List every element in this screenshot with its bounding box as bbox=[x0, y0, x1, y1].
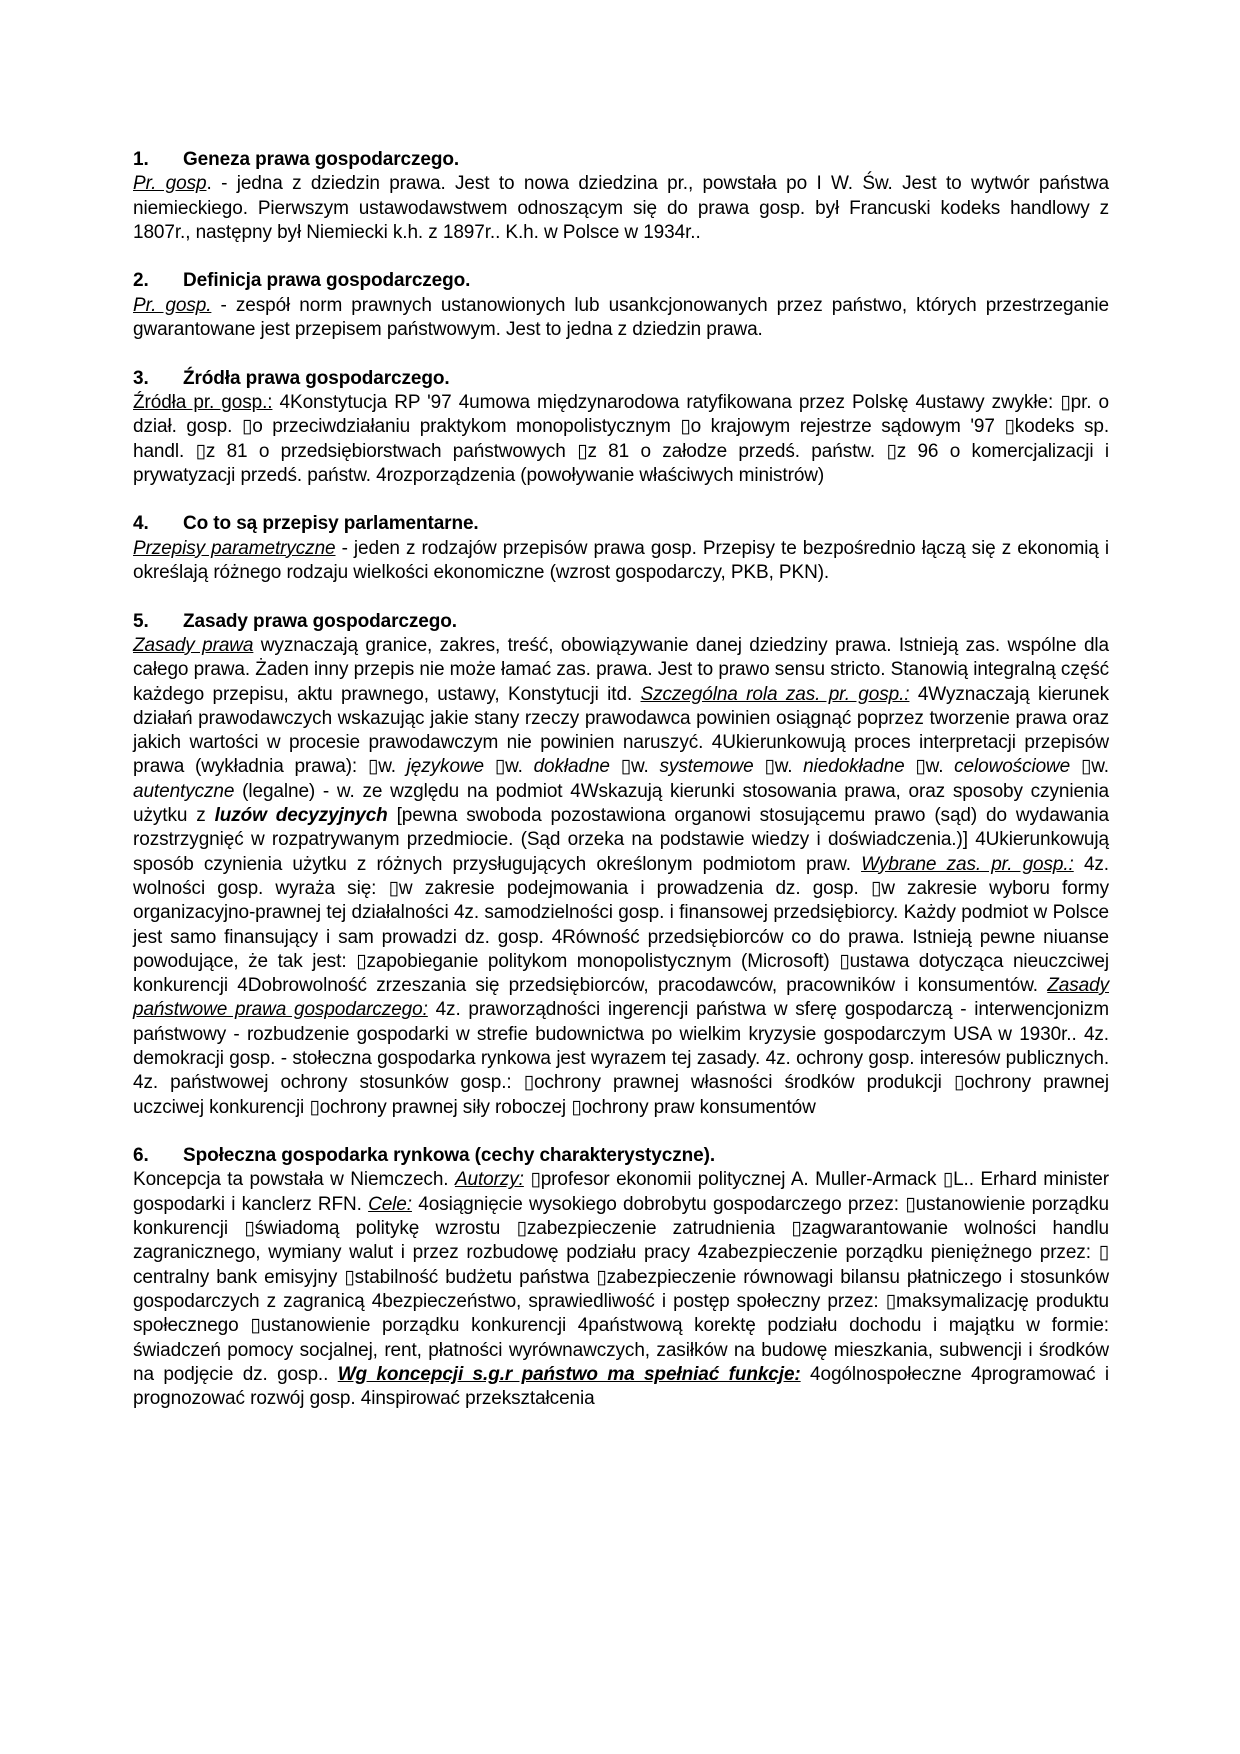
text-run: ▯w. bbox=[609, 756, 660, 778]
text-run: systemowe bbox=[659, 756, 754, 778]
section-number: 6. bbox=[133, 1145, 149, 1167]
text-run: Przepisy parametryczne bbox=[133, 537, 336, 559]
section-title: Co to są przepisy parlamentarne. bbox=[183, 513, 479, 535]
text-run: - jeden z rodzajów przepisów prawa gosp. Przepisy te bezpośrednio łączą się z ekonomią i określają różnego rodzaju wielkości ekonomiczne (wzrost gospodarczy, PKB, PKN). bbox=[133, 537, 1109, 584]
text-run: Wg koncepcji s.g.r państwo ma spełniać funkcje: bbox=[337, 1363, 801, 1385]
section bbox=[133, 269, 1109, 342]
section-paragraph bbox=[133, 391, 1109, 488]
text-run: celowościowe bbox=[954, 756, 1071, 778]
text-run: - zespół norm prawnych ustanowionych lub usankcjonowanych przez państwo, których przestrzeganie gwarantowane jest przepisem państwowym. Jest to jedna z dziedzin prawa. bbox=[133, 294, 1109, 341]
section-number: 2. bbox=[133, 270, 149, 292]
text-run: 4z. praworządności ingerencji państwa w sferę gospodarczą - interwencjonizm państwowy - rozbudzenie gospodarki w strefie budownictwa po wielkim kryzysie gospodarczym USA w 1930r.. 4z. demokracji gosp. - stołeczna gospodarka rynkowa jest wyrazem tej zasady. 4z. ochrony gosp. interesów publicznych. 4z. państwowej ochrony stosunków gosp.: ▯ochrony prawnej własności środków produkcji ▯ochrony prawnej uczciwej konkurencji ▯ochrony prawnej siły roboczej ▯ochrony praw konsumentów bbox=[133, 999, 1109, 1118]
text-run: 4Konstytucja RP '97 4umowa międzynarodowa ratyfikowana przez Polskę 4ustawy zwykłe: ▯pr. o dział. gosp. ▯o przeciwdziałaniu praktykom monopolistycznym ▯o krajowym rejestrze sądowym '97 ▯kodeks sp. handl. ▯z 81 o przedsiębiorstwach państwowych ▯z 81 o załodze przedś. państw. ▯z 96 o komercjalizacji i prywatyzacji przedś. państw. 4rozporządzenia (powoływanie właściwych ministrów) bbox=[133, 391, 1109, 486]
section-heading bbox=[133, 367, 1109, 391]
section-number: 5. bbox=[133, 610, 149, 632]
text-run: (legalne) - w. ze względu na podmiot 4Wskazują kierunki stosowania prawa, oraz sposoby czynienia użytku z bbox=[133, 780, 1109, 827]
text-run: niedokładne bbox=[803, 756, 905, 778]
section-heading bbox=[133, 148, 1109, 172]
document-page bbox=[133, 148, 1109, 1411]
text-run: ▯profesor ekonomii politycznej A. Muller-Armack ▯L.. Erhard minister gospodarki i kanclerz RFN. bbox=[133, 1169, 1109, 1215]
text-run: 4Wyznaczają kierunek działań prawodawczych wskazując jakie stany rzeczy prawodawca powinien osiągnąć poprzez tworzenie prawa oraz jakich wartości w procesie prawodawczym nie powinien naruszyć. 4Ukierunkowują proces interpretacji przepisów prawa (wykładnia prawa): ▯w. bbox=[133, 683, 1109, 778]
section-title: Źródła prawa gospodarczego. bbox=[183, 367, 450, 389]
text-run: autentyczne bbox=[133, 780, 235, 802]
text-run: Pr. gosp. bbox=[133, 294, 212, 316]
section-title: Zasady prawa gospodarczego. bbox=[183, 610, 457, 632]
section bbox=[133, 1144, 1109, 1411]
section-number: 4. bbox=[133, 513, 149, 535]
section-title: Geneza prawa gospodarczego. bbox=[183, 149, 460, 170]
section-heading bbox=[133, 269, 1109, 293]
section bbox=[133, 148, 1109, 245]
text-run: ▯w. bbox=[1070, 756, 1109, 778]
section-number: 1. bbox=[133, 149, 149, 170]
text-run: ▯w. bbox=[753, 756, 804, 778]
section-paragraph bbox=[133, 294, 1109, 343]
section-paragraph bbox=[133, 537, 1109, 586]
text-run: [pewna swoboda pozostawiona organowi stosującemu prawo (sąd) do wydawania rozstrzygnięć w rozpatrywanym przedmiocie. (Sąd orzeka na podstawie wiedzy i doświadczenia.)] 4Ukierunkowują sposób czynienia użytku z różnych przysługujących określonym podmiotom praw. bbox=[133, 805, 1109, 875]
text-run: Wybrane zas. pr. gosp.: bbox=[861, 853, 1074, 875]
section-heading bbox=[133, 1144, 1109, 1168]
text-run: Zasady państwowe prawa gospodarczego: bbox=[133, 975, 1109, 1021]
section-title: Definicja prawa gospodarczego. bbox=[183, 270, 471, 292]
text-run: . - jedna z dziedzin prawa. Jest to nowa dziedzina pr., powstała po I W. Św. Jest to wytwór państwa niemieckiego. Pierwszym ustawodawstwem odnoszącym się do prawa gosp. był Francuski kodeks handlowy z 1807r., następny był Niemiecki k.h. z 1897r.. K.h. w Polsce w 1934r.. bbox=[133, 173, 1109, 243]
text-run: wyznaczają granice, zakres, treść, obowiązywanie danej dziedziny prawa. Istnieją zas. wspólne dla całego prawa. Żaden inny przepis nie może łamać zas. prawa. Jest to prawo sensu stricto. Stanowią integralną część każdego przepisu, aktu prawnego, ustawy, Konstytucji itd. bbox=[133, 634, 1109, 705]
section bbox=[133, 512, 1109, 585]
section bbox=[133, 610, 1109, 1120]
section-heading bbox=[133, 610, 1109, 634]
text-run: językowe bbox=[406, 756, 485, 778]
text-run: Autorzy: bbox=[454, 1169, 524, 1191]
text-run: Zasady prawa bbox=[133, 634, 254, 656]
text-run: Koncepcja ta powstała w Niemczech. bbox=[133, 1169, 455, 1191]
section-number: 3. bbox=[133, 367, 149, 389]
section-paragraph bbox=[133, 172, 1109, 245]
text-run: dokładne bbox=[533, 756, 610, 778]
section-title: Społeczna gospodarka rynkowa (cechy charakterystyczne). bbox=[183, 1145, 715, 1167]
section bbox=[133, 367, 1109, 488]
text-run: Szczególna rola zas. pr. gosp.: bbox=[640, 683, 910, 705]
section-paragraph bbox=[133, 1168, 1109, 1411]
text-run: Źródła pr. gosp.: bbox=[133, 391, 273, 413]
text-run: 4osiągnięcie wysokiego dobrobytu gospodarczego przez: ▯ustanowienie porządku konkurencji ▯świadomą politykę wzrostu ▯zabezpieczenie zatrudnienia ▯zagwarantowanie wolności handlu zagranicznego, wymiany walut i przez rozbudowę podziału pracy 4zabezpieczenie porządku pieniężnego przez: ▯ centralny bank emisyjny ▯stabilność budżetu państwa ▯zabezpieczenie równowagi bilansu płatniczego i stosunków gospodarczych z zagranicą 4bezpieczeństwo, sprawiedliwość i postęp społeczny przez: ▯maksymalizację produktu społecznego ▯ustanowienie porządku konkurencji 4państwową korektę podziału dochodu i majątku w formie: świadczeń pomocy socjalnej, rent, płatności wyrównawczych, zasiłków na budowę mieszkania, subwencji i środków na podjęcie dz. gosp.. bbox=[133, 1193, 1109, 1385]
text-run: Cele: bbox=[368, 1193, 412, 1215]
section-heading bbox=[133, 512, 1109, 536]
section-paragraph bbox=[133, 634, 1109, 1120]
text-run: ▯w. bbox=[904, 756, 955, 778]
text-run: Pr. gosp bbox=[133, 173, 207, 195]
text-run: 4z. wolności gosp. wyraża się: ▯w zakresie podejmowania i prowadzenia dz. gosp. ▯w zakresie wyboru formy organizacyjno-prawnej tej działalności 4z. samodzielności gosp. i finansowej przedsiębiorcy. Każdy podmiot w Polsce jest samo finansujący i sam prowadzi dz. gosp. 4Równość przedsiębiorców co do prawa. Istnieją pewne niuanse powodujące, że tak jest: ▯zapobieganie politykom monopolistycznym (Microsoft) ▯ustawa dotycząca nieuczciwej konkurencji 4Dobrowolność zrzeszania się przedsiębiorców, pracodawców, pracowników i konsumentów. bbox=[133, 853, 1109, 997]
text-run: luzów decyzyjnych bbox=[214, 805, 388, 827]
text-run: ▯w. bbox=[484, 756, 534, 778]
text-run: 4ogólnospołeczne 4programować i prognozować rozwój gosp. 4inspirować przekształcenia bbox=[133, 1363, 1109, 1410]
